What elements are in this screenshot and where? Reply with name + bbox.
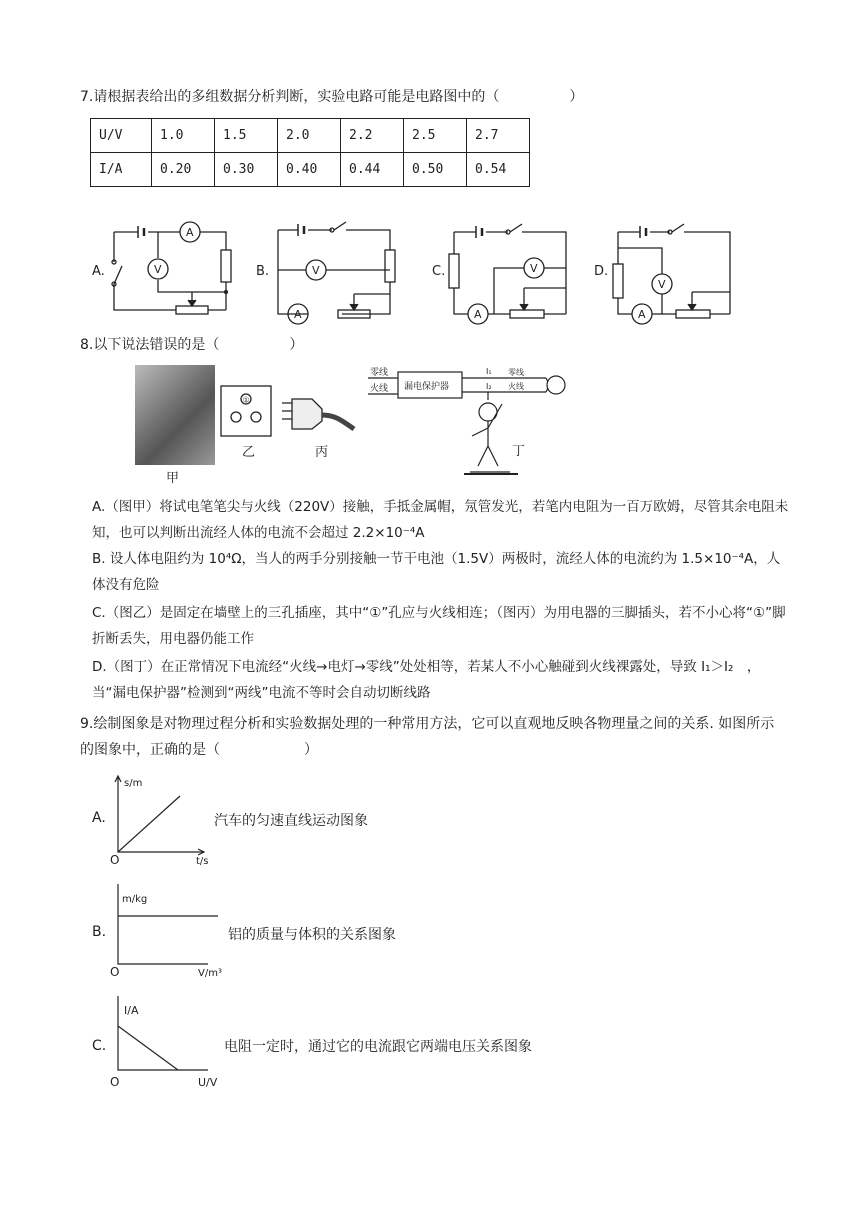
circuit-b-diagram (272, 218, 402, 326)
table-cell: U/V (91, 119, 152, 153)
graph-a (108, 772, 209, 867)
table-cell: 0.44 (341, 153, 404, 187)
svg-text:零线: 零线 (370, 368, 389, 378)
svg-text:U/V: U/V (198, 1076, 218, 1089)
graph-c-caption: 电阻一定时，通过它的电流跟它两端电压关系图象 (224, 1039, 532, 1055)
svg-text:V: V (658, 278, 666, 291)
svg-text:V: V (154, 263, 162, 276)
option-c-label: C. (432, 264, 446, 279)
q7-stem: 7.请根据表给出的多组数据分析判断，实验电路可能是电路图中的（ ） (80, 89, 584, 105)
svg-text:t/s: t/s (196, 856, 209, 867)
svg-text:漏电保护器: 漏电保护器 (404, 382, 450, 392)
svg-text:I₂: I₂ (486, 382, 492, 391)
svg-text:O: O (110, 1075, 120, 1089)
leakage-protector-diagram (368, 362, 578, 480)
fig-ding-label: 丁 (512, 444, 526, 459)
table-cell: 1.0 (152, 119, 215, 153)
table-cell: 1.5 (215, 119, 278, 153)
svg-text:m/kg: m/kg (122, 894, 148, 905)
table-row (91, 153, 530, 187)
graph-c (108, 994, 238, 1092)
circuit-d-diagram (612, 218, 742, 326)
graph-a-label: A. (92, 810, 106, 826)
table-cell: 2.5 (404, 119, 467, 153)
option-a-label: A. (92, 264, 105, 279)
test-pen-photo (135, 365, 215, 465)
svg-text:s/m: s/m (124, 778, 143, 789)
graph-a-caption: 汽车的匀速直线运动图象 (214, 813, 368, 829)
svg-text:I₁: I₁ (486, 367, 492, 376)
svg-text:①: ① (242, 395, 250, 405)
table-cell: 2.0 (278, 119, 341, 153)
table-cell: 0.30 (215, 153, 278, 187)
plug-icon (282, 395, 354, 435)
svg-text:A: A (294, 308, 302, 321)
table-cell: 0.54 (467, 153, 530, 187)
table-cell: 2.2 (341, 119, 404, 153)
q8-option-b: B. 设人体电阻约为 10⁴Ω，当人的两手分别接触一节干电池（1.5V）两极时，流经人体的电流约为 1.5×10⁻⁴A，人体没有危险 (92, 551, 781, 593)
svg-text:零线: 零线 (508, 368, 524, 377)
fig-jia-label: 甲 (166, 471, 180, 486)
svg-text:V: V (312, 264, 320, 277)
svg-text:火线: 火线 (370, 384, 389, 394)
q9-stem: 9.绘制图象是对物理过程分析和实验数据处理的一种常用方法，它可以直观地反映各物理量之间的关系. 如图所示的图象中，正确的是（ ） (80, 716, 775, 758)
graph-b-label: B. (92, 924, 107, 940)
q8-option-d: D.（图丁）在正常情况下电流经“火线→电灯→零线”处处相等，若某人不小心触碰到火线裸露处，导致 I₁＞I₂ ，当“漏电保护器”检测到“两线”电流不等时会自动切断线路 (92, 659, 761, 701)
graph-b-caption: 铝的质量与体积的关系图象 (228, 927, 396, 943)
svg-text:A: A (638, 308, 646, 321)
table-cell: 0.20 (152, 153, 215, 187)
circuit-a-diagram (108, 222, 238, 326)
socket-diagram (220, 385, 272, 437)
table-cell: 2.7 (467, 119, 530, 153)
table-row (91, 119, 530, 153)
fig-bing-label: 丙 (315, 445, 329, 460)
graph-b (108, 882, 238, 978)
svg-text:I/A: I/A (124, 1004, 139, 1017)
svg-text:火线: 火线 (508, 382, 524, 391)
graph-c-label: C. (92, 1038, 107, 1054)
svg-text:O: O (110, 965, 120, 979)
svg-text:O: O (110, 853, 120, 867)
data-table (90, 118, 530, 187)
option-d-label: D. (594, 264, 609, 279)
fig-yi-label: 乙 (242, 445, 256, 460)
q8-option-c: C.（图乙）是固定在墙壁上的三孔插座，其中“①”孔应与火线相连；（图丙）为用电器的三脚插头，若不小心将“①”脚折断丢失，用电器仍能工作 (92, 605, 786, 647)
q8-option-a: A.（图甲）将试电笔笔尖与火线（220V）接触，手抵金属帽，氖管发光，若笔内电阻为一百万欧姆，尽管其余电阻未知，也可以判断出流经人体的电流不会超过 2.2×10⁻⁴A (92, 499, 789, 541)
svg-text:A: A (474, 308, 482, 321)
svg-text:V/m³: V/m³ (198, 968, 222, 979)
option-b-label: B. (256, 264, 270, 279)
table-cell: 0.50 (404, 153, 467, 187)
table-cell: I/A (91, 153, 152, 187)
table-cell: 0.40 (278, 153, 341, 187)
circuit-c-diagram (448, 218, 578, 326)
svg-text:V: V (530, 262, 538, 275)
svg-text:A: A (186, 226, 194, 239)
q8-stem: 8.以下说法错误的是（ ） (80, 337, 304, 353)
